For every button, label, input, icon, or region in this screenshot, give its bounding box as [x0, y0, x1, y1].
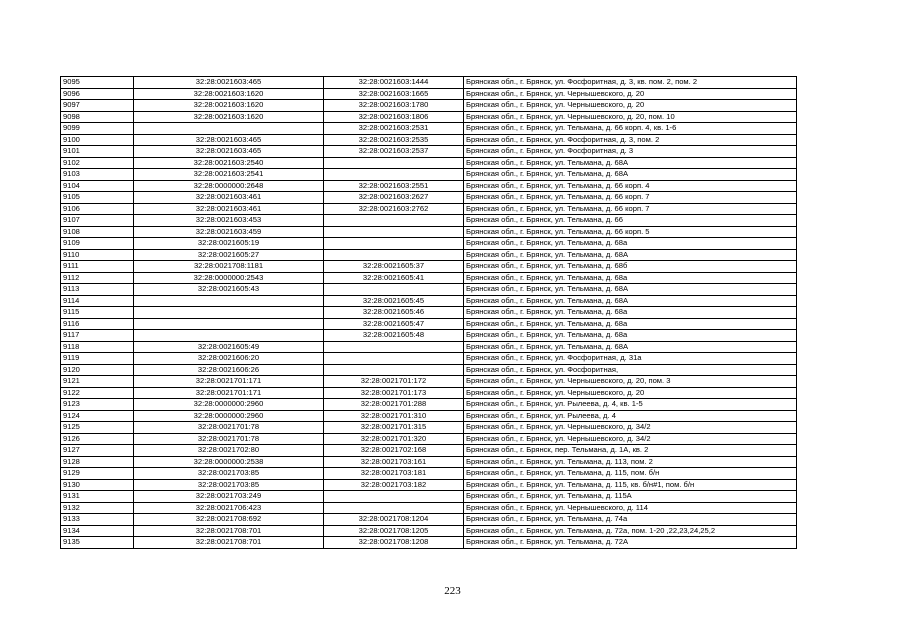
address-cell: Брянская обл., г. Брянск, ул. Тельмана, д. 68А — [464, 341, 797, 353]
table-row — [61, 537, 797, 549]
object-number-cell: 32:28:0021603:1665 — [324, 88, 464, 100]
parcel-number-cell: 32:28:0021603:461 — [134, 203, 324, 215]
table-row — [61, 318, 797, 330]
address-cell: Брянская обл., г. Брянск, ул. Чернышевского, д. 20, пом. 3 — [464, 376, 797, 388]
address-cell: Брянская обл., г. Брянск, ул. Тельмана, д. 66 — [464, 215, 797, 227]
table-row — [61, 261, 797, 273]
row-number-cell: 9125 — [61, 422, 134, 434]
row-number-cell: 9103 — [61, 169, 134, 181]
table-row — [61, 364, 797, 376]
address-cell: Брянская обл., г. Брянск, ул. Тельмана, д. 68а — [464, 307, 797, 319]
parcel-number-cell: 32:28:0021701:78 — [134, 422, 324, 434]
address-cell: Брянская обл., г. Брянск, ул. Тельмана, д. 68а — [464, 318, 797, 330]
row-number-cell: 9102 — [61, 157, 134, 169]
address-cell: Брянская обл., г. Брянск, ул. Рылеева, д. 4 — [464, 410, 797, 422]
object-number-cell — [324, 341, 464, 353]
row-number-cell: 9118 — [61, 341, 134, 353]
parcel-number-cell — [134, 307, 324, 319]
object-number-cell: 32:28:0021708:1205 — [324, 525, 464, 537]
address-cell: Брянская обл., г. Брянск, ул. Тельмана, д. 66 корп. 4 — [464, 180, 797, 192]
address-cell: Брянская обл., г. Брянск, ул. Чернышевского, д. 114 — [464, 502, 797, 514]
table-row — [61, 77, 797, 89]
address-cell: Брянская обл., г. Брянск, ул. Тельмана, д. 66 корп. 5 — [464, 226, 797, 238]
table-row — [61, 479, 797, 491]
object-number-cell — [324, 238, 464, 250]
address-cell: Брянская обл., г. Брянск, ул. Тельмана, д. 66 корп. 7 — [464, 192, 797, 204]
parcel-number-cell: 32:28:0021603:465 — [134, 134, 324, 146]
registry-table — [60, 76, 797, 549]
table-row — [61, 284, 797, 296]
row-number-cell: 9113 — [61, 284, 134, 296]
parcel-number-cell: 32:28:0000000:2960 — [134, 410, 324, 422]
address-cell: Брянская обл., г. Брянск, ул. Чернышевского, д. 34/2 — [464, 422, 797, 434]
table-row — [61, 226, 797, 238]
table-row — [61, 341, 797, 353]
object-number-cell: 32:28:0021701:310 — [324, 410, 464, 422]
object-number-cell: 32:28:0021708:1208 — [324, 537, 464, 549]
parcel-number-cell: 32:28:0021605:43 — [134, 284, 324, 296]
row-number-cell: 9120 — [61, 364, 134, 376]
address-cell: Брянская обл., г. Брянск, ул. Фосфоритная, д. 3, кв. пом. 2, пом. 2 — [464, 77, 797, 89]
table-row — [61, 525, 797, 537]
table-row — [61, 146, 797, 158]
address-cell: Брянская обл., г. Брянск, ул. Рылеева, д. 4, кв. 1-5 — [464, 399, 797, 411]
row-number-cell: 9134 — [61, 525, 134, 537]
address-cell: Брянская обл., г. Брянск, ул. Чернышевского, д. 20 — [464, 88, 797, 100]
address-cell: Брянская обл., г. Брянск, ул. Тельмана, д. 66 корп. 4, кв. 1-6 — [464, 123, 797, 135]
row-number-cell: 9099 — [61, 123, 134, 135]
object-number-cell: 32:28:0021701:172 — [324, 376, 464, 388]
object-number-cell: 32:28:0021603:2551 — [324, 180, 464, 192]
parcel-number-cell: 32:28:0021603:2541 — [134, 169, 324, 181]
row-number-cell: 9116 — [61, 318, 134, 330]
parcel-number-cell: 32:28:0021603:1620 — [134, 100, 324, 112]
object-number-cell — [324, 284, 464, 296]
address-cell: Брянская обл., г. Брянск, ул. Чернышевского, д. 20, пом. 10 — [464, 111, 797, 123]
address-cell: Брянская обл., г. Брянск, ул. Тельмана, д. 72А — [464, 537, 797, 549]
row-number-cell: 9124 — [61, 410, 134, 422]
address-cell: Брянская обл., г. Брянск, ул. Тельмана, д. 68А — [464, 249, 797, 261]
table-row — [61, 134, 797, 146]
address-cell: Брянская обл., г. Брянск, ул. Тельмана, д. 68А — [464, 169, 797, 181]
row-number-cell: 9135 — [61, 537, 134, 549]
row-number-cell: 9097 — [61, 100, 134, 112]
table-row — [61, 502, 797, 514]
parcel-number-cell: 32:28:0021706:423 — [134, 502, 324, 514]
object-number-cell: 32:28:0021603:1444 — [324, 77, 464, 89]
address-cell: Брянская обл., г. Брянск, ул. Тельмана, д. 115, пом. б/н — [464, 468, 797, 480]
table-row — [61, 307, 797, 319]
row-number-cell: 9121 — [61, 376, 134, 388]
object-number-cell — [324, 157, 464, 169]
object-number-cell: 32:28:0021603:2537 — [324, 146, 464, 158]
object-number-cell: 32:28:0021605:41 — [324, 272, 464, 284]
object-number-cell — [324, 215, 464, 227]
row-number-cell: 9104 — [61, 180, 134, 192]
parcel-number-cell: 32:28:0021606:20 — [134, 353, 324, 365]
parcel-number-cell: 32:28:0021603:1620 — [134, 88, 324, 100]
parcel-number-cell: 32:28:0000000:2543 — [134, 272, 324, 284]
row-number-cell: 9095 — [61, 77, 134, 89]
row-number-cell: 9110 — [61, 249, 134, 261]
address-cell: Брянская обл., г. Брянск, ул. Фосфоритная, д. 3, пом. 2 — [464, 134, 797, 146]
parcel-number-cell: 32:28:0000000:2960 — [134, 399, 324, 411]
table-row — [61, 215, 797, 227]
address-cell: Брянская обл., г. Брянск, ул. Тельмана, д. 68а — [464, 330, 797, 342]
object-number-cell — [324, 249, 464, 261]
object-number-cell: 32:28:0021603:2531 — [324, 123, 464, 135]
row-number-cell: 9100 — [61, 134, 134, 146]
table-row — [61, 445, 797, 457]
row-number-cell: 9129 — [61, 468, 134, 480]
address-cell: Брянская обл., г. Брянск, ул. Фосфоритная, д. 31а — [464, 353, 797, 365]
table-row — [61, 123, 797, 135]
address-cell: Брянская обл., г. Брянск, пер. Тельмана, д. 1А, кв. 2 — [464, 445, 797, 457]
parcel-number-cell: 32:28:0021701:171 — [134, 376, 324, 388]
object-number-cell: 32:28:0021605:47 — [324, 318, 464, 330]
object-number-cell: 32:28:0021701:315 — [324, 422, 464, 434]
parcel-number-cell: 32:28:0021603:465 — [134, 146, 324, 158]
object-number-cell: 32:28:0021603:2762 — [324, 203, 464, 215]
object-number-cell: 32:28:0021605:37 — [324, 261, 464, 273]
table-row — [61, 238, 797, 250]
row-number-cell: 9126 — [61, 433, 134, 445]
parcel-number-cell: 32:28:0021603:459 — [134, 226, 324, 238]
address-cell: Брянская обл., г. Брянск, ул. Тельмана, д. 72а, пом. 1-20 ,22,23,24,25,2 — [464, 525, 797, 537]
address-cell: Брянская обл., г. Брянск, ул. Тельмана, д. 68А — [464, 295, 797, 307]
parcel-number-cell: 32:28:0021605:49 — [134, 341, 324, 353]
row-number-cell: 9131 — [61, 491, 134, 503]
object-number-cell: 32:28:0021603:1806 — [324, 111, 464, 123]
parcel-number-cell: 32:28:0021702:80 — [134, 445, 324, 457]
address-cell: Брянская обл., г. Брянск, ул. Тельмана, д. 115, кв. б/н#1, пом. б/н — [464, 479, 797, 491]
table-row — [61, 295, 797, 307]
parcel-number-cell: 32:28:0021708:701 — [134, 537, 324, 549]
table-row — [61, 249, 797, 261]
parcel-number-cell — [134, 330, 324, 342]
row-number-cell: 9096 — [61, 88, 134, 100]
parcel-number-cell: 32:28:0021703:249 — [134, 491, 324, 503]
row-number-cell: 9098 — [61, 111, 134, 123]
address-cell: Брянская обл., г. Брянск, ул. Тельмана, д. 68А — [464, 284, 797, 296]
row-number-cell: 9122 — [61, 387, 134, 399]
parcel-number-cell: 32:28:0021603:461 — [134, 192, 324, 204]
table-row — [61, 272, 797, 284]
row-number-cell: 9107 — [61, 215, 134, 227]
parcel-number-cell: 32:28:0021703:85 — [134, 468, 324, 480]
object-number-cell — [324, 491, 464, 503]
parcel-number-cell — [134, 318, 324, 330]
row-number-cell: 9111 — [61, 261, 134, 273]
row-number-cell: 9119 — [61, 353, 134, 365]
object-number-cell — [324, 226, 464, 238]
row-number-cell: 9112 — [61, 272, 134, 284]
address-cell: Брянская обл., г. Брянск, ул. Тельмана, д. 68а — [464, 238, 797, 250]
parcel-number-cell: 32:28:0021603:1620 — [134, 111, 324, 123]
table-row — [61, 203, 797, 215]
table-row — [61, 491, 797, 503]
object-number-cell: 32:28:0021605:45 — [324, 295, 464, 307]
table-row — [61, 180, 797, 192]
object-number-cell — [324, 353, 464, 365]
address-cell: Брянская обл., г. Брянск, ул. Тельмана, д. 66 корп. 7 — [464, 203, 797, 215]
object-number-cell: 32:28:0021703:181 — [324, 468, 464, 480]
row-number-cell: 9130 — [61, 479, 134, 491]
object-number-cell: 32:28:0021708:1204 — [324, 514, 464, 526]
row-number-cell: 9105 — [61, 192, 134, 204]
row-number-cell: 9101 — [61, 146, 134, 158]
table-row — [61, 330, 797, 342]
address-cell: Брянская обл., г. Брянск, ул. Тельмана, д. 74а — [464, 514, 797, 526]
row-number-cell: 9114 — [61, 295, 134, 307]
table-row — [61, 410, 797, 422]
table-row — [61, 376, 797, 388]
table-row — [61, 433, 797, 445]
table-row — [61, 157, 797, 169]
parcel-number-cell: 32:28:0000000:2538 — [134, 456, 324, 468]
registry-table-body — [61, 77, 797, 549]
table-row — [61, 456, 797, 468]
object-number-cell: 32:28:0021603:2535 — [324, 134, 464, 146]
table-row — [61, 353, 797, 365]
row-number-cell: 9127 — [61, 445, 134, 457]
object-number-cell: 32:28:0021603:1780 — [324, 100, 464, 112]
object-number-cell — [324, 169, 464, 181]
address-cell: Брянская обл., г. Брянск, ул. Фосфоритная, д. 3 — [464, 146, 797, 158]
parcel-number-cell: 32:28:0021701:78 — [134, 433, 324, 445]
object-number-cell: 32:28:0021703:161 — [324, 456, 464, 468]
object-number-cell: 32:28:0021701:288 — [324, 399, 464, 411]
row-number-cell: 9133 — [61, 514, 134, 526]
parcel-number-cell — [134, 123, 324, 135]
table-row — [61, 192, 797, 204]
table-row — [61, 399, 797, 411]
table-row — [61, 169, 797, 181]
object-number-cell — [324, 502, 464, 514]
object-number-cell: 32:28:0021605:48 — [324, 330, 464, 342]
row-number-cell: 9117 — [61, 330, 134, 342]
row-number-cell: 9128 — [61, 456, 134, 468]
object-number-cell: 32:28:0021603:2627 — [324, 192, 464, 204]
address-cell: Брянская обл., г. Брянск, ул. Тельмана, д. 113, пом. 2 — [464, 456, 797, 468]
page-number: 223 — [444, 585, 461, 597]
parcel-number-cell: 32:28:0021603:465 — [134, 77, 324, 89]
table-row — [61, 88, 797, 100]
parcel-number-cell: 32:28:0021605:27 — [134, 249, 324, 261]
parcel-number-cell: 32:28:0021708:701 — [134, 525, 324, 537]
object-number-cell: 32:28:0021703:182 — [324, 479, 464, 491]
row-number-cell: 9108 — [61, 226, 134, 238]
object-number-cell: 32:28:0021701:173 — [324, 387, 464, 399]
table-row — [61, 514, 797, 526]
address-cell: Брянская обл., г. Брянск, ул. Тельмана, д. 68А — [464, 157, 797, 169]
row-number-cell: 9123 — [61, 399, 134, 411]
table-row — [61, 111, 797, 123]
row-number-cell: 9106 — [61, 203, 134, 215]
row-number-cell: 9132 — [61, 502, 134, 514]
parcel-number-cell: 32:28:0021606:26 — [134, 364, 324, 376]
parcel-number-cell: 32:28:0021703:85 — [134, 479, 324, 491]
address-cell: Брянская обл., г. Брянск, ул. Тельмана, д. 115А — [464, 491, 797, 503]
parcel-number-cell: 32:28:0021708:1181 — [134, 261, 324, 273]
row-number-cell: 9109 — [61, 238, 134, 250]
object-number-cell: 32:28:0021702:168 — [324, 445, 464, 457]
parcel-number-cell: 32:28:0021701:171 — [134, 387, 324, 399]
address-cell: Брянская обл., г. Брянск, ул. Чернышевского, д. 20 — [464, 387, 797, 399]
row-number-cell: 9115 — [61, 307, 134, 319]
table-row — [61, 387, 797, 399]
parcel-number-cell: 32:28:0021605:19 — [134, 238, 324, 250]
table-row — [61, 100, 797, 112]
object-number-cell: 32:28:0021605:46 — [324, 307, 464, 319]
address-cell: Брянская обл., г. Брянск, ул. Чернышевского, д. 20 — [464, 100, 797, 112]
address-cell: Брянская обл., г. Брянск, ул. Фосфоритная, — [464, 364, 797, 376]
parcel-number-cell — [134, 295, 324, 307]
parcel-number-cell: 32:28:0021708:692 — [134, 514, 324, 526]
object-number-cell — [324, 364, 464, 376]
object-number-cell: 32:28:0021701:320 — [324, 433, 464, 445]
address-cell: Брянская обл., г. Брянск, ул. Тельмана, д. 68б — [464, 261, 797, 273]
table-row — [61, 468, 797, 480]
parcel-number-cell: 32:28:0021603:2540 — [134, 157, 324, 169]
parcel-number-cell: 32:28:0000000:2648 — [134, 180, 324, 192]
address-cell: Брянская обл., г. Брянск, ул. Тельмана, д. 68а — [464, 272, 797, 284]
parcel-number-cell: 32:28:0021603:453 — [134, 215, 324, 227]
address-cell: Брянская обл., г. Брянск, ул. Чернышевского, д. 34/2 — [464, 433, 797, 445]
table-row — [61, 422, 797, 434]
